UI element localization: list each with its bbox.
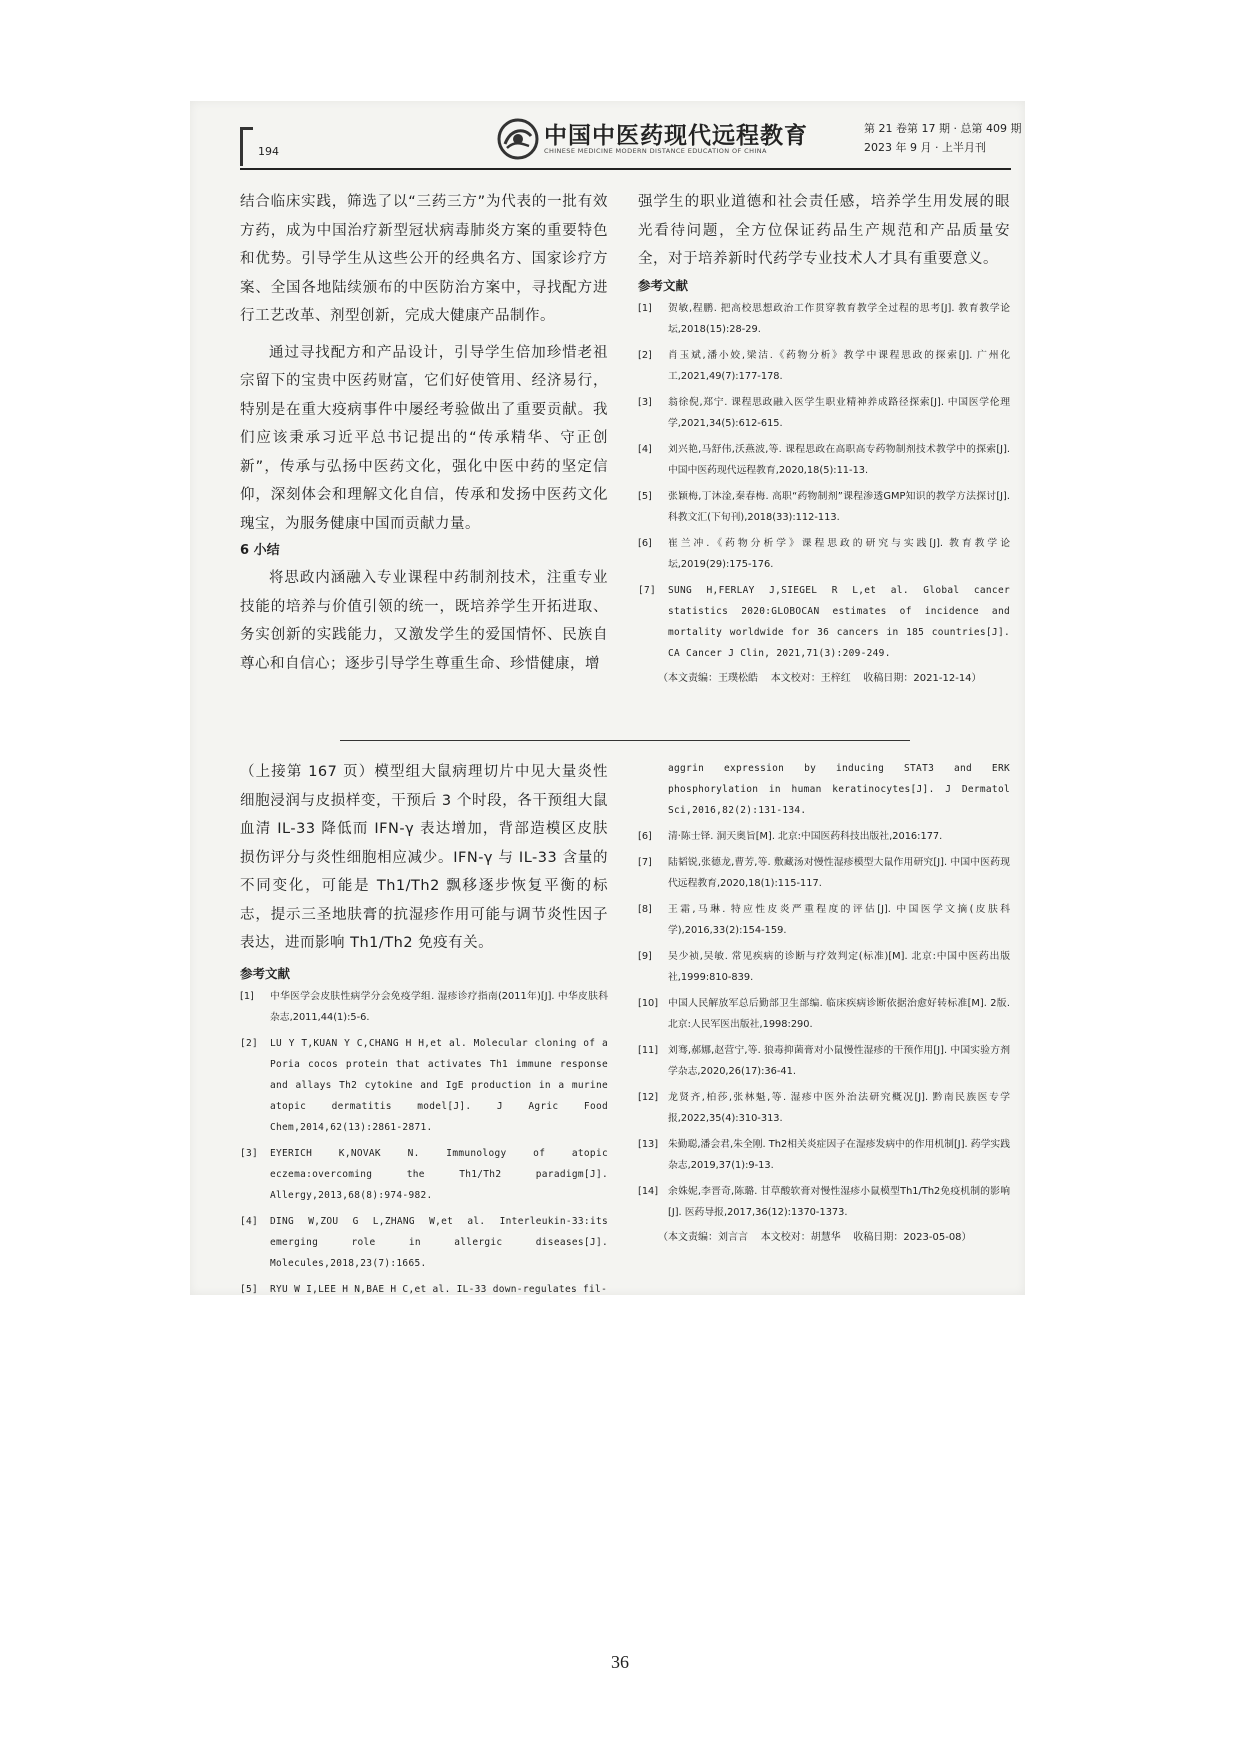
reference-list bbox=[240, 986, 608, 1300]
section-heading: 6 小结 bbox=[240, 543, 280, 558]
issue-line-1: 第 21 卷第 17 期 · 总第 409 期 bbox=[864, 122, 1022, 135]
issue-line-2: 2023 年 9 月 · 上半月刊 bbox=[864, 141, 986, 154]
reference-item: [13] 朱勤聪,潘会君,朱全刚. Th2相关炎症因子在湿疹发病中的作用机制[J]. 药学实践杂志,2019,37(1):9-13. bbox=[638, 1139, 1010, 1171]
body-paragraph: （上接第 167 页）模型组大鼠病理切片中见大量炎性细胞浸润与皮损样变，干预后 3 个时段，各干预组大鼠血清 IL-33 降低而 IFN-γ 表达增加，背部造模区皮肤损伤评分与炎性细胞相应减少。IFN-γ 与 IL-33 含量的不同变化，可能是 Th1/Th2 飘移逐步恢复平衡的标志，提示三圣地肤膏的抗湿疹作用可能与调节炎性因子表达，进而影响 Th1/Th2 免疫有关。 bbox=[240, 764, 608, 951]
reference-item: [11] 刘骞,郝娜,赵营宁,等. 狼毒抑菌膏对小鼠慢性湿疹的干预作用[J]. 中国实验方剂学杂志,2020,26(17):36-41. bbox=[638, 1045, 1010, 1077]
references-heading: 参考文献 bbox=[240, 965, 291, 981]
body-paragraph: 将思政内涵融入专业课程中药制剂技术，注重专业技能的培养与价值引领的统一，既培养学生开拓进取、务实创新的实践能力，又激发学生的爱国情怀、民族自尊心和自信心；逐步引导学生尊重生命、珍惜健康，增 bbox=[240, 570, 608, 672]
reference-list bbox=[638, 826, 1010, 1223]
top-right-column bbox=[638, 188, 1010, 689]
references-heading: 参考文献 bbox=[638, 277, 689, 293]
journal-title: 中国中医药现代远程教育 bbox=[544, 123, 808, 149]
top-left-column bbox=[240, 188, 608, 678]
page-corner-mark bbox=[240, 127, 253, 166]
reference-item: [2] 肖玉斌,潘小姣,梁洁.《药物分析》教学中课程思政的探索[J]. 广州化工,2021,49(7):177-178. bbox=[638, 349, 1010, 382]
editor-line: （本文责编：王璞松皓 本文校对：王梓红 收稿日期：2021-12-14） bbox=[658, 672, 982, 684]
reference-item: [14] 余姝妮,李晋奇,陈璐. 甘草酸软膏对慢性湿疹小鼠模型Th1/Th2免疫机制的影响[J]. 医药导报,2017,36(12):1370-1373. bbox=[638, 1186, 1010, 1218]
journal-page-number: 194 bbox=[258, 145, 279, 158]
reference-item: [7] 陆韬锐,张德龙,曹芳,等. 敷藏汤对慢性湿疹模型大鼠作用研究[J]. 中国中医药现代远程教育,2020,18(1):115-117. bbox=[638, 857, 1010, 889]
body-paragraph: 结合临床实践，筛选了以“三药三方”为代表的一批有效方药，成为中国治疗新型冠状病毒肺炎方案的重要特色和优势。引导学生从这些公开的经典名方、国家诊疗方案、全国各地陆续颁布的中医防治方案中，寻找配方进行工艺改革、剂型创新，完成大健康产品制作。 bbox=[240, 194, 608, 324]
bottom-right-column bbox=[638, 758, 1010, 1248]
reference-item: [4] 刘兴艳,马舒伟,沃燕波,等. 课程思政在高职高专药物制剂技术教学中的探索[J]. 中国中医药现代远程教育,2020,18(5):11-13. bbox=[638, 443, 1010, 476]
reference-item: [5] 张颖梅,丁沐淦,秦春梅. 高职“药物制剂”课程渗透GMP知识的教学方法探讨[J]. 科教文汇(下旬刊),2018(33):112-113. bbox=[638, 490, 1010, 523]
editor-line: （本文责编：刘言言 本文校对：胡慧华 收稿日期：2023-05-08） bbox=[658, 1232, 972, 1243]
header-rule bbox=[240, 168, 1011, 170]
document-page-number: 36 bbox=[611, 1652, 629, 1672]
bottom-left-column bbox=[240, 758, 608, 1305]
reference-item: [1] 贺敏,程鹏. 把高校思想政治工作贯穿教育教学全过程的思考[J]. 教育教学论坛,2018(15):28-29. bbox=[638, 302, 1010, 335]
reference-item: [10] 中国人民解放军总后勤部卫生部编. 临床疾病诊断依据治愈好转标准[M]. 2版. 北京:人民军医出版社,1998:290. bbox=[638, 998, 1010, 1030]
reference-item: [4] DING W,ZOU G L,ZHANG W,et al. Interleukin-33:its emerging role in allergic diseases[J]. Molecules,2018,23(7):1665. bbox=[240, 1215, 608, 1269]
reference-item: [3] EYERICH K,NOVAK N. Immunology of atopic eczema:overcoming the Th1/Th2 paradigm[J]. Allergy,2013,68(8):974-982. bbox=[240, 1147, 608, 1201]
reference-item: [8] 王霜,马琳. 特应性皮炎严重程度的评估[J]. 中国医学文摘(皮肤科学),2016,33(2):154-159. bbox=[638, 904, 1010, 936]
reference-item: [5] RYU W I,LEE H N,BAE H C,et al. IL-33 down-regulates fil- bbox=[240, 1283, 608, 1295]
reference-item: [2] LU Y T,KUAN Y C,CHANG H H,et al. Molecular cloning of a Poria cocos protein that activates Th1 immune response and allays Th2 cytokine and IgE production in a murine atopic dermatitis model[J]. J Agric Food Chem,2014,62(13):2861-2871. bbox=[240, 1037, 608, 1133]
reference-item: [9] 吴少祯,吴敏. 常见疾病的诊断与疗效判定(标准)[M]. 北京:中国中医药出版社,1999:810-839. bbox=[638, 951, 1010, 983]
journal-logo-icon bbox=[497, 118, 539, 160]
body-paragraph: 通过寻找配方和产品设计，引导学生倍加珍惜老祖宗留下的宝贵中医药财富，它们好使管用、经济易行，特别是在重大疫病事件中屡经考验做出了重要贡献。我们应该秉承习近平总书记提出的“传承精华、守正创新”，传承与弘扬中医药文化，强化中医中药的坚定信仰，深刻体会和理解文化自信，传承和发扬中医药文化瑰宝，为服务健康中国而贡献力量。 bbox=[240, 344, 608, 532]
reference-item: [3] 翁徐倪,郑宁. 课程思政融入医学生职业精神养成路径探索[J]. 中国医学伦理学,2021,34(5):612-615. bbox=[638, 396, 1010, 429]
reference-item: [6] 清·陈士铎. 洞天奥旨[M]. 北京:中国医药科技出版社,2016:177. bbox=[638, 831, 943, 842]
journal-subtitle: CHINESE MEDICINE MODERN DISTANCE EDUCATION OF CHINA bbox=[544, 147, 767, 155]
article-separator bbox=[340, 740, 910, 741]
reference-item: [6] 崔兰冲.《药物分析学》课程思政的研究与实践[J]. 教育教学论坛,2019(29):175-176. bbox=[638, 537, 1010, 570]
reference-item: [7] SUNG H,FERLAY J,SIEGEL R L,et al. Global cancer statistics 2020:GLOBOCAN estimates of incidence and mortality worldwide for 36 cancers in 185 countries[J]. CA Cancer J Clin, 2021,71(3):209-249. bbox=[638, 584, 1010, 659]
body-paragraph: 强学生的职业道德和社会责任感，培养学生用发展的眼光看待问题，全方位保证药品生产规范和产品质量安全，对于培养新时代药学专业技术人才具有重要意义。 bbox=[638, 194, 1010, 267]
reference-list bbox=[638, 298, 1010, 664]
reference-item: [1] 中华医学会皮肤性病学分会免疫学组. 湿疹诊疗指南(2011年)[J]. 中华皮肤科杂志,2011,44(1):5-6. bbox=[240, 990, 608, 1023]
reference-continuation: aggrin expression by inducing STAT3 and ERK phosphorylation in human keratinocytes[J]. J Dermatol Sci,2016,82(2):131-134. bbox=[668, 763, 1010, 816]
reference-item: [12] 龙贤齐,柏莎,张林魁,等. 湿疹中医外治法研究概况[J]. 黔南民族医专学报,2022,35(4):310-313. bbox=[638, 1092, 1010, 1124]
